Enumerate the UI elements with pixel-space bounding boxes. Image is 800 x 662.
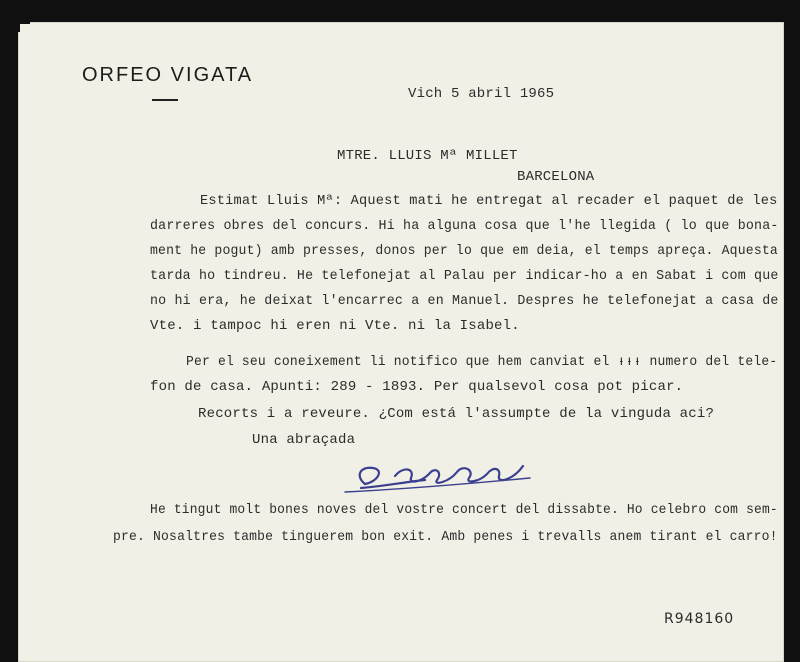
body-line: ment he pogut) amb presses, donos per lo que em deia, el temps apreça. Aquesta [150,243,778,259]
letterhead-rule [152,99,178,101]
closing-line: Una abraçada [252,432,356,448]
body-line: fon de casa. Apunti: 289 - 1893. Per qualsevol cosa pot picar. [150,379,684,395]
handwritten-signature [325,446,545,496]
body-line: Per el seu coneixement li notifico que hem canviat el ᵻᵻᵻ numero del tele- [186,354,778,370]
letterhead: ORFEO VIGATA [82,64,254,86]
body-line: Recorts i a reveure. ¿Com está l'assumpte de la vinguda aci? [198,406,715,422]
body-line: Estimat Lluis Mª: Aquest mati he entregat al recader el paquet de les [200,193,778,209]
body-line: no hi era, he deixat l'encarrec a en Manuel. Despres he telefonejat a casa de [150,293,779,309]
body-line: tarda ho tindreu. He telefonejat al Palau per indicar-ho a en Sabat i com que [150,268,779,284]
date-line: Vich 5 abril 1965 [408,86,555,102]
archive-reference: R948160 [664,611,735,627]
recipient-name: MTRE. LLUIS Mª MILLET [337,148,518,164]
body-line: darreres obres del concurs. Hi ha alguna cosa que l'he llegida ( lo que bona- [150,218,779,234]
postscript-line: pre. Nosaltres tambe tinguerem bon exit. Amb penes i trevalls anem tirant el carro! [113,529,778,545]
corner-mark [18,22,20,32]
postscript-line: He tingut molt bones noves del vostre concert del dissabte. Ho celebro com sem- [150,502,778,518]
letter-paper [18,22,784,662]
recipient-city: BARCELONA [517,169,595,185]
body-line: Vte. i tampoc hi eren ni Vte. ni la Isabel. [150,318,520,334]
